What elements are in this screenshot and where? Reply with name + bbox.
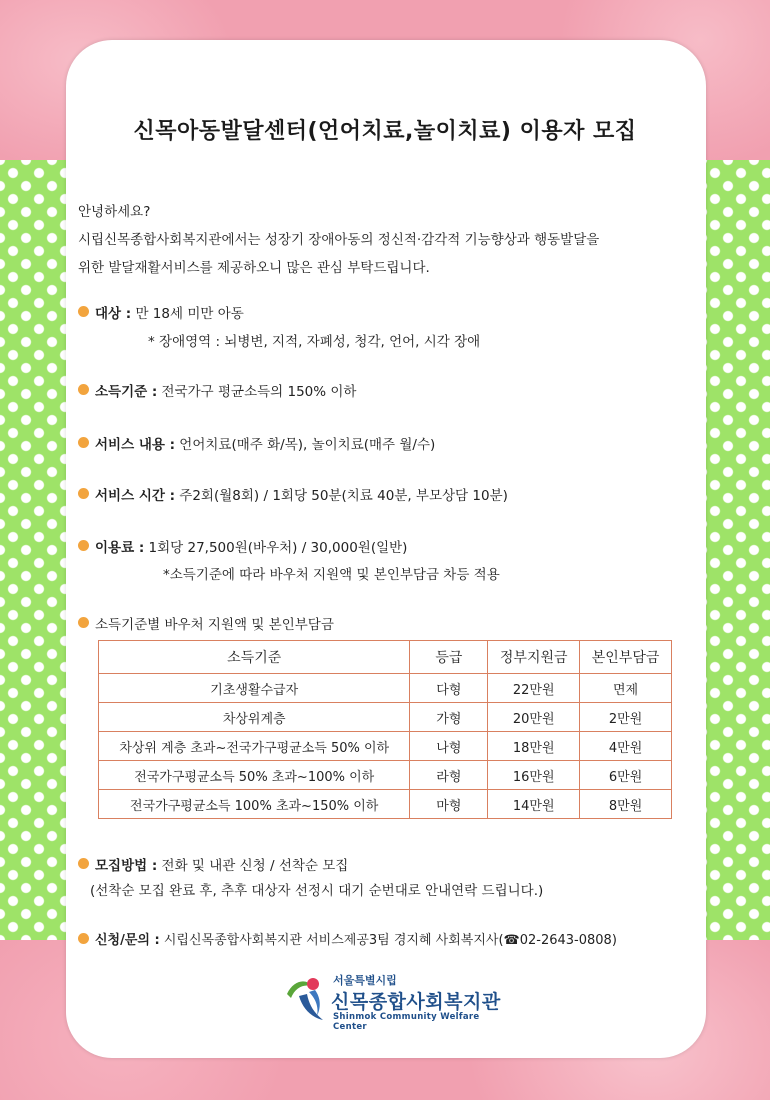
table-cell: 18만원 <box>488 732 580 761</box>
intro-greeting: 안녕하세요? <box>78 204 151 220</box>
service-value: 언어치료(매주 화/목), 놀이치료(매주 월/수) <box>175 437 436 453</box>
table-cell: 가형 <box>410 703 488 732</box>
income-value: 전국가구 평균소득의 150% 이하 <box>157 384 357 400</box>
header-income: 소득기준 <box>99 641 410 674</box>
target-label: 대상 : <box>95 306 132 322</box>
table-cell: 16만원 <box>488 761 580 790</box>
fee-value: 1회당 27,500원(바우처) / 30,000원(일반) <box>144 540 408 556</box>
bullet-icon <box>78 617 89 628</box>
table-cell: 4만원 <box>580 732 672 761</box>
table-cell: 8만원 <box>580 790 672 819</box>
table-cell: 면제 <box>580 674 672 703</box>
service-label: 서비스 내용 : <box>95 437 176 453</box>
table-row <box>99 732 672 761</box>
logo-main-text: 신목종합사회복지관 <box>331 991 501 1013</box>
target-row <box>95 302 244 322</box>
bullet-icon <box>78 306 89 317</box>
bullet-icon <box>78 540 89 551</box>
header-self-pay: 본인부담금 <box>580 641 672 674</box>
income-label: 소득기준 : <box>95 384 158 400</box>
table-cell: 6만원 <box>580 761 672 790</box>
intro-line-2: 시립신목종합사회복지관에서는 성장기 장애아동의 정신적·감각적 기능향상과 행동발달을 <box>78 232 600 248</box>
fee-label: 이용료 : <box>95 540 145 556</box>
logo-english-text: Shinmok Community Welfare Center <box>333 1012 480 1032</box>
table-cell: 라형 <box>410 761 488 790</box>
recruit-row <box>95 854 348 874</box>
table-cell: 20만원 <box>488 703 580 732</box>
table-row <box>99 703 672 732</box>
header-grade: 등급 <box>410 641 488 674</box>
table-cell: 기초생활수급자 <box>99 674 410 703</box>
service-row <box>95 433 435 453</box>
time-label: 서비스 시간 : <box>95 488 176 504</box>
fee-note: *소득기준에 따라 바우처 지원액 및 본인부담금 차등 적용 <box>163 567 500 583</box>
contact-label: 신청/문의 : <box>95 933 160 948</box>
intro-line-3: 위한 발달재활서비스를 제공하오니 많은 관심 부탁드립니다. <box>78 260 430 276</box>
bullet-icon <box>78 437 89 448</box>
target-note: * 장애영역 : 뇌병변, 지적, 자폐성, 청각, 언어, 시각 장애 <box>148 334 481 350</box>
recruit-label: 모집방법 : <box>95 858 158 874</box>
table-cell: 마형 <box>410 790 488 819</box>
table-cell: 전국가구평균소득 50% 초과~100% 이하 <box>99 761 410 790</box>
table-row <box>99 761 672 790</box>
table-cell: 나형 <box>410 732 488 761</box>
time-value: 주2회(월8회) / 1회당 50분(치료 40분, 부모상담 10분) <box>175 488 508 504</box>
recruit-value: 전화 및 내관 신청 / 선착순 모집 <box>157 858 349 874</box>
logo-emblem-icon <box>283 972 329 1024</box>
table-row <box>99 790 672 819</box>
fee-row <box>95 536 407 556</box>
table-row <box>99 674 672 703</box>
table-header-row <box>99 641 672 674</box>
organization-logo <box>283 968 503 1032</box>
bullet-icon <box>78 488 89 499</box>
income-row <box>95 380 356 400</box>
target-value: 만 18세 미만 아동 <box>131 306 244 322</box>
table-cell: 전국가구평균소득 100% 초과~150% 이하 <box>99 790 410 819</box>
table-cell: 14만원 <box>488 790 580 819</box>
recruit-note: (선착순 모집 완료 후, 추후 대상자 선정시 대기 순번대로 안내연락 드립니다.) <box>90 883 544 899</box>
time-row <box>95 484 508 504</box>
bullet-icon <box>78 384 89 395</box>
page-title: 신목아동발달센터(언어치료,놀이치료) 이용자 모집 <box>133 119 637 144</box>
table-cell: 22만원 <box>488 674 580 703</box>
table-cell: 차상위 계층 초과~전국가구평균소득 50% 이하 <box>99 732 410 761</box>
table-cell: 다형 <box>410 674 488 703</box>
contact-row <box>95 929 617 948</box>
voucher-table <box>98 640 672 819</box>
table-title: 소득기준별 바우처 지원액 및 본인부담금 <box>95 617 334 633</box>
bullet-icon <box>78 858 89 869</box>
bullet-icon <box>78 933 89 944</box>
header-government-support: 정부지원금 <box>488 641 580 674</box>
logo-small-text: 서울특별시립 <box>333 974 397 987</box>
contact-value: 시립신목종합사회복지관 서비스제공3팀 경지혜 사회복지사(☎02-2643-0808) <box>159 933 617 948</box>
table-cell: 차상위계층 <box>99 703 410 732</box>
table-cell: 2만원 <box>580 703 672 732</box>
